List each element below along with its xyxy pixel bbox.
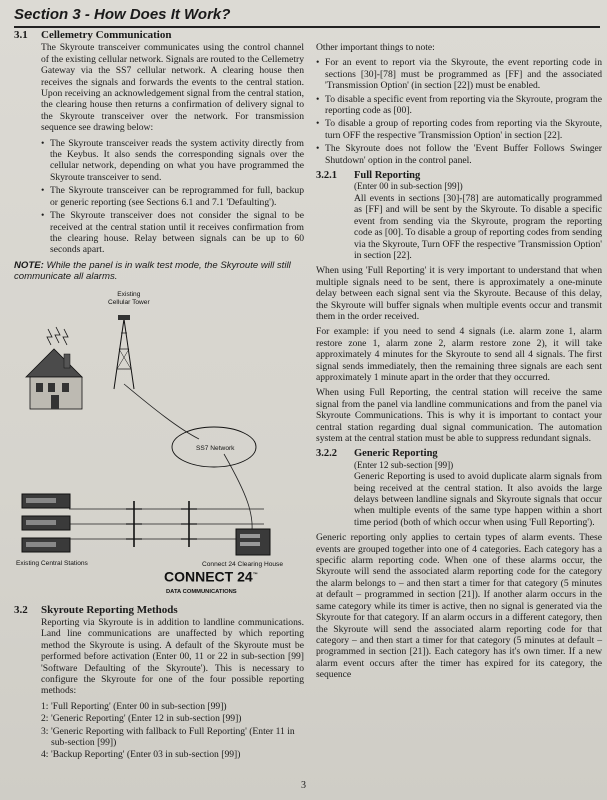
tower-label: Existing Cellular Tower — [108, 290, 150, 306]
section-3-1-intro: The Skyroute transceiver communicates using the control channel of the existing cellular network. Signals are routed to the Cellemetry Gateway via the SS7 cellular network. A clearing house then receives the signals and forwards the events to the central station. Upon receiving an acknowledgement signal from the central station, the clearing house then returns a confirmation of delivery signal to the Skyroute transceiver over the network. For transmission sequence see drawing below: — [41, 42, 304, 134]
section-3-2-2-heading: 3.2.2 Generic Reporting — [316, 448, 438, 460]
walk-test-note — [14, 260, 304, 283]
list-item: 3: 'Generic Reporting with fallback to Full Reporting' (Enter 11 in sub-section [99]) — [41, 725, 295, 748]
central-stations-label: Existing Central Stations — [16, 559, 88, 567]
note-text: While the panel is in walk test mode, the Skyroute will still communicate all alarms. — [14, 259, 291, 283]
connect24-logo: CONNECT 24™ — [164, 568, 258, 585]
bullet-item: • The Skyroute does not follow the 'Event Buffer Follows Swinger Shutdown' option in the control panel. — [325, 143, 602, 166]
section-title: Section 3 - How Does It Work? — [14, 6, 231, 23]
transmission-diagram — [14, 289, 304, 599]
house-illustration — [26, 327, 82, 409]
other-notes-intro: Other important things to note: — [316, 42, 435, 53]
ss7-network-label: SS7 Network — [196, 444, 235, 452]
bullet-item: • To disable a specific event from reporting via the Skyroute, program the reporting code as [00]. — [325, 94, 602, 117]
bullet-item: • To disable a group of reporting codes from reporting via the Skyroute, turn OFF the respective 'Transmission Option' in section [22]. — [325, 118, 602, 141]
left-column — [14, 30, 304, 762]
paragraph: Generic Reporting is used to avoid duplicate alarm signals from being received at the central station. It also avoids the large delays between landline signals and Skyroute signals that occur when multiple events of the same type happen within a short time period (both of which occur when using 'Full Reporting'). — [354, 471, 602, 528]
section-3-2-heading: 3.2 Skyroute Reporting Methods — [14, 603, 178, 616]
bullet-item: • For an event to report via the Skyroute, the event reporting code in sections [30]-[78] must be programmed as [FF] and the associated 'Transmission Option' (in section [22]) must be enabled. — [325, 57, 602, 91]
section-3-2-body — [41, 617, 304, 761]
central-stations-illustration — [22, 494, 70, 552]
bullet-item: • The Skyroute transceiver reads the system activity directly from the Keybus. It also sends the corresponding signals over the cellular network, depending on what you have programmed the Skyroute transceiver to send. — [50, 138, 304, 184]
connect24-tagline: DATA COMMUNICATIONS — [166, 588, 237, 595]
clearing-house-illustration — [236, 529, 270, 555]
list-item: 1: 'Full Reporting' (Enter 00 in sub-section [99]) — [41, 700, 227, 712]
list-item: 4: 'Backup Reporting' (Enter 03 in sub-section [99]) — [41, 749, 241, 761]
paragraph: When using 'Full Reporting' it is very important to understand that when multiple signals need to be sent, there is approximately a one-minute delay between each signal sent via the Skyroute. Because of this delay, the Skyroute will buffer signals when multiple events occur and transmit them in the order received. — [316, 265, 602, 322]
paragraph: When using Full Reporting, the central station will receive the same signal from the panel via landline communications and from the panel via Skyroute Communications. This is why it is important to contact your central station regarding dual signal communication. The automation system at the central station must be able to suppress redundant signals. — [316, 387, 602, 444]
section-3-1-bullets — [41, 138, 304, 256]
section-3-1-heading: 3.1 Cellemetry Communication — [14, 29, 172, 41]
paragraph: For example: if you need to send 4 signals (i.e. alarm zone 1, alarm restore zone 1, alarm zone 2, alarm restore zone 2), it will take approximately 4 minutes for the Skyroute to send all 4 signals. The first signal sends immediately, then the remaining three signals are each sent approximately 1 minute apart in the order that they occurred. — [316, 326, 602, 383]
reporting-methods-list — [41, 701, 304, 761]
clearing-house-label: Connect 24 Clearing House — [202, 560, 284, 568]
note-label: NOTE: — [14, 259, 44, 271]
section-3-1-body — [41, 42, 304, 255]
section-3-2-1-heading: 3.2.1 Full Reporting — [316, 170, 421, 182]
section-3-2-1-body — [354, 181, 602, 261]
section-3-2-text: Reporting via Skyroute is in addition to landline communications. Land line communications are unaffected by which reporting method the Skyroute is using. A default of the Skyroute must be performed before activation (Enter 00, 11 or 22 in sub-section [99] 'Software Defaulting of the Skyroute'). This is necessary to configure the Skyroute for one of the four possible reporting methods: — [41, 616, 304, 697]
other-notes-list — [316, 57, 602, 166]
diagram-drawing — [14, 289, 304, 599]
bullet-item: • The Skyroute transceiver does not consider the signal to be received at the central station until it receives confirmation from the clearing house. Relay between signals can be up to 60 seconds apart. — [50, 210, 304, 256]
paragraph: All events in sections [30]-[78] are automatically programmed as [FF] and will be sent by the Skyroute. To disable a specific event from sending via the Skyroute, program the reporting code as [00]. To disable a group of reporting codes from sending via the Skyroute, Turn OFF the respective 'Transmission Option' in section [22]. — [354, 192, 602, 261]
section-3-2-2-subtitle-wrap — [354, 460, 602, 471]
bullet-item: • The Skyroute transceiver can be reprogrammed for full, backup or generic reporting (see Sections 6.1 and 7.1 'Defaulting'). — [50, 185, 304, 208]
cellular-tower-illustration — [114, 315, 134, 389]
section-header — [14, 6, 600, 28]
list-item: 2: 'Generic Reporting' (Enter 12 in sub-section [99]) — [41, 713, 242, 725]
page-number: 3 — [301, 780, 306, 791]
section-3-2-1-subtitle: (Enter 00 in sub-section [99]) — [354, 181, 463, 192]
right-column — [316, 30, 602, 685]
section-3-2-2-body — [354, 471, 602, 528]
section-3-2-2-subtitle: (Enter 12 sub-section [99]) — [354, 459, 454, 470]
paragraph: Generic reporting only applies to certain types of alarm events. These events are grouped together into one of 4 categories. Each category has a specific alarm reporting code. When one of these alarms occur, the Skyroute will send the associated alarm reporting code for the category the alarm belongs to – and then start a timer for that category (5 minutes at default – programmed in section [21]). If another alarm occurs in the same category while its timer is active, then no signal is generated via the Skyroute for that category. If an alarm occurs in a different category, then the Skyroute will send the associated alarm reporting code for that category – and then start a timer for that category (5 minutes at default – programmed in section [21]). Each category has it's own timer. If a new alarm event occurs after the timer has expired for its category, the sequence — [316, 532, 602, 681]
